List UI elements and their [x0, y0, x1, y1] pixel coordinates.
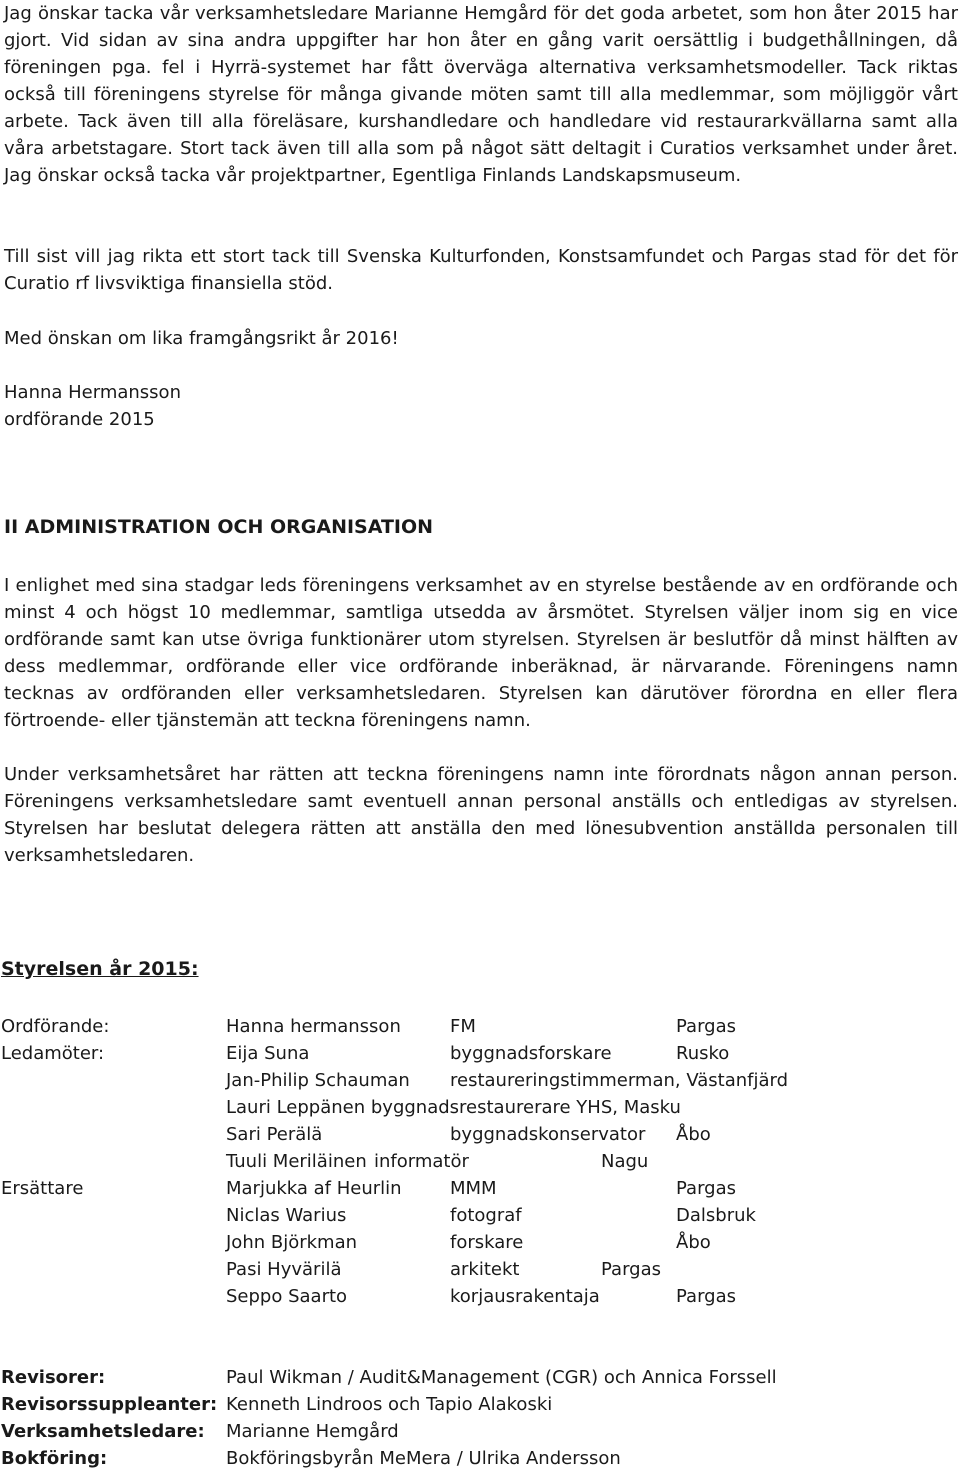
funders-paragraph: Till sist vill jag rikta ett stort tack till Svenska Kulturfonden, Konstsamfundet och Pargas stad för det för Curatio rf livsviktiga finansiella stöd.: [4, 246, 958, 294]
officer-label: Revisorer:: [1, 1367, 106, 1388]
table-row: [0, 1175, 960, 1202]
board-place: Rusko: [676, 1043, 730, 1064]
officer-value: Marianne Hemgård: [226, 1421, 399, 1442]
board-profession: korjausrakentaja: [450, 1286, 600, 1307]
board-place: Nagu: [601, 1151, 649, 1172]
signature-name: Hanna Hermansson: [4, 382, 181, 403]
board-place: Dalsbruk: [676, 1205, 756, 1226]
wish-line: Med önskan om lika framgångsrikt år 2016!: [4, 328, 399, 349]
section-heading: II ADMINISTRATION OCH ORGANISATION: [4, 516, 434, 538]
thanks-paragraph: Jag önskar tacka vår verksamhetsledare Marianne Hemgård för det goda arbetet, som hon åter 2015 har gjort. Vid sidan av sina andra uppgifter har hon åter en gång varit oersättlig i budgethållningen, då föreningen pga. fel i Hyrrä-systemet har fått överväga alternativa verksamhetsmodeller. Tack riktas också till föreningens styrelse för många givande möten samt till alla medlemmar, som möjliggör vårt arbete. Tack även till alla föreläsare, kurshandledare och handledare vid restaurarkvällarna samt alla våra arbetstagare. Stort tack även till alla som på något sätt deltagit i Curatios verksamhet under året. Jag önskar också tacka vår projektpartner, Egentliga Finlands Landskapsmuseum.: [4, 3, 958, 186]
board-role: Ersättare: [1, 1178, 84, 1199]
table-row: [0, 1067, 960, 1094]
board-name: Sari Perälä: [226, 1124, 323, 1145]
table-row: [0, 1445, 960, 1472]
board-profession: byggnadsforskare: [450, 1043, 612, 1064]
table-row: [0, 1094, 960, 1121]
board-role: Ledamöter:: [1, 1043, 105, 1064]
board-profession: arkitekt: [450, 1259, 520, 1280]
board-place: Pargas: [676, 1016, 736, 1037]
board-name: John Björkman: [226, 1232, 358, 1253]
signature-title: ordförande 2015: [4, 409, 155, 430]
officer-label: Verksamhetsledare:: [1, 1421, 205, 1442]
board-name: Jan-Philip Schauman: [226, 1070, 410, 1091]
table-row: [0, 1040, 960, 1067]
table-row: [0, 1229, 960, 1256]
board-profession: forskare: [450, 1232, 524, 1253]
board-name: Niclas Warius: [226, 1205, 347, 1226]
board-profession: byggnadskonservator: [450, 1124, 646, 1145]
table-row: [0, 1283, 960, 1310]
officer-value: Kenneth Lindroos och Tapio Alakoski: [226, 1394, 553, 1415]
board-place: Pargas: [676, 1286, 736, 1307]
officer-value: Bokföringsbyrån MeMera / Ulrika Andersson: [226, 1448, 621, 1469]
board-name: Pasi Hyvärilä: [226, 1259, 342, 1280]
board-name: Eija Suna: [226, 1043, 310, 1064]
board-name: Tuuli Meriläinen: [226, 1151, 367, 1172]
board-profession: fotograf: [450, 1205, 522, 1226]
board-name: Lauri Leppänen byggnadsrestaurerare YHS, Masku: [226, 1097, 681, 1118]
board-profession: restaureringstimmerman, Västanfjärd: [450, 1070, 789, 1091]
board-profession: FM: [450, 1016, 476, 1037]
board-name: Hanna hermansson: [226, 1016, 401, 1037]
board-role: Ordförande:: [1, 1016, 110, 1037]
table-row: [0, 1364, 960, 1391]
board-name: Marjukka af Heurlin: [226, 1178, 402, 1199]
board-place: Åbo: [676, 1232, 711, 1253]
signing-paragraph: Under verksamhetsåret har rätten att teckna föreningens namn inte förordnats någon annan person. Föreningens verksamhetsledare samt eventuell annan personal anställs och entledigas av styrelsen. Styrelsen har beslutat delegera rätten att anställa den med lönesubvention anställda personalen till verksamhetsledaren.: [4, 764, 958, 866]
table-row: [0, 1013, 960, 1040]
table-row: [0, 1418, 960, 1445]
table-row: [0, 1202, 960, 1229]
board-place: Åbo: [676, 1124, 711, 1145]
table-row: [0, 1391, 960, 1418]
table-row: [0, 1121, 960, 1148]
board-heading: Styrelsen år 2015:: [1, 958, 199, 980]
board-profession: informatör: [374, 1151, 469, 1172]
board-profession: MMM: [450, 1178, 497, 1199]
board-place: Pargas: [601, 1259, 661, 1280]
board-name: Seppo Saarto: [226, 1286, 348, 1307]
table-row: [0, 1148, 960, 1175]
officer-value: Paul Wikman / Audit&Management (CGR) och Annica Forssell: [226, 1367, 777, 1388]
officer-label: Revisorssuppleanter:: [1, 1394, 218, 1415]
table-row: [0, 1256, 960, 1283]
officer-label: Bokföring:: [1, 1448, 108, 1469]
board-place: Pargas: [676, 1178, 736, 1199]
administration-paragraph: I enlighet med sina stadgar leds föreningens verksamhet av en styrelse bestående av en ordförande och minst 4 och högst 10 medlemmar, samtliga utsedda av årsmötet. Styrelsen väljer inom sig en vice ordförande samt kan utse övriga funktionärer utom styrelsen. Styrelsen är beslutför då minst hälften av dess medlemmar, ordförande eller vice ordförande inberäknad, är närvarande. Föreningens namn tecknas av ordföranden eller verksamhetsledaren. Styrelsen kan därutöver förordna en eller flera förtroende- eller tjänstemän att teckna föreningens namn.: [4, 575, 958, 731]
